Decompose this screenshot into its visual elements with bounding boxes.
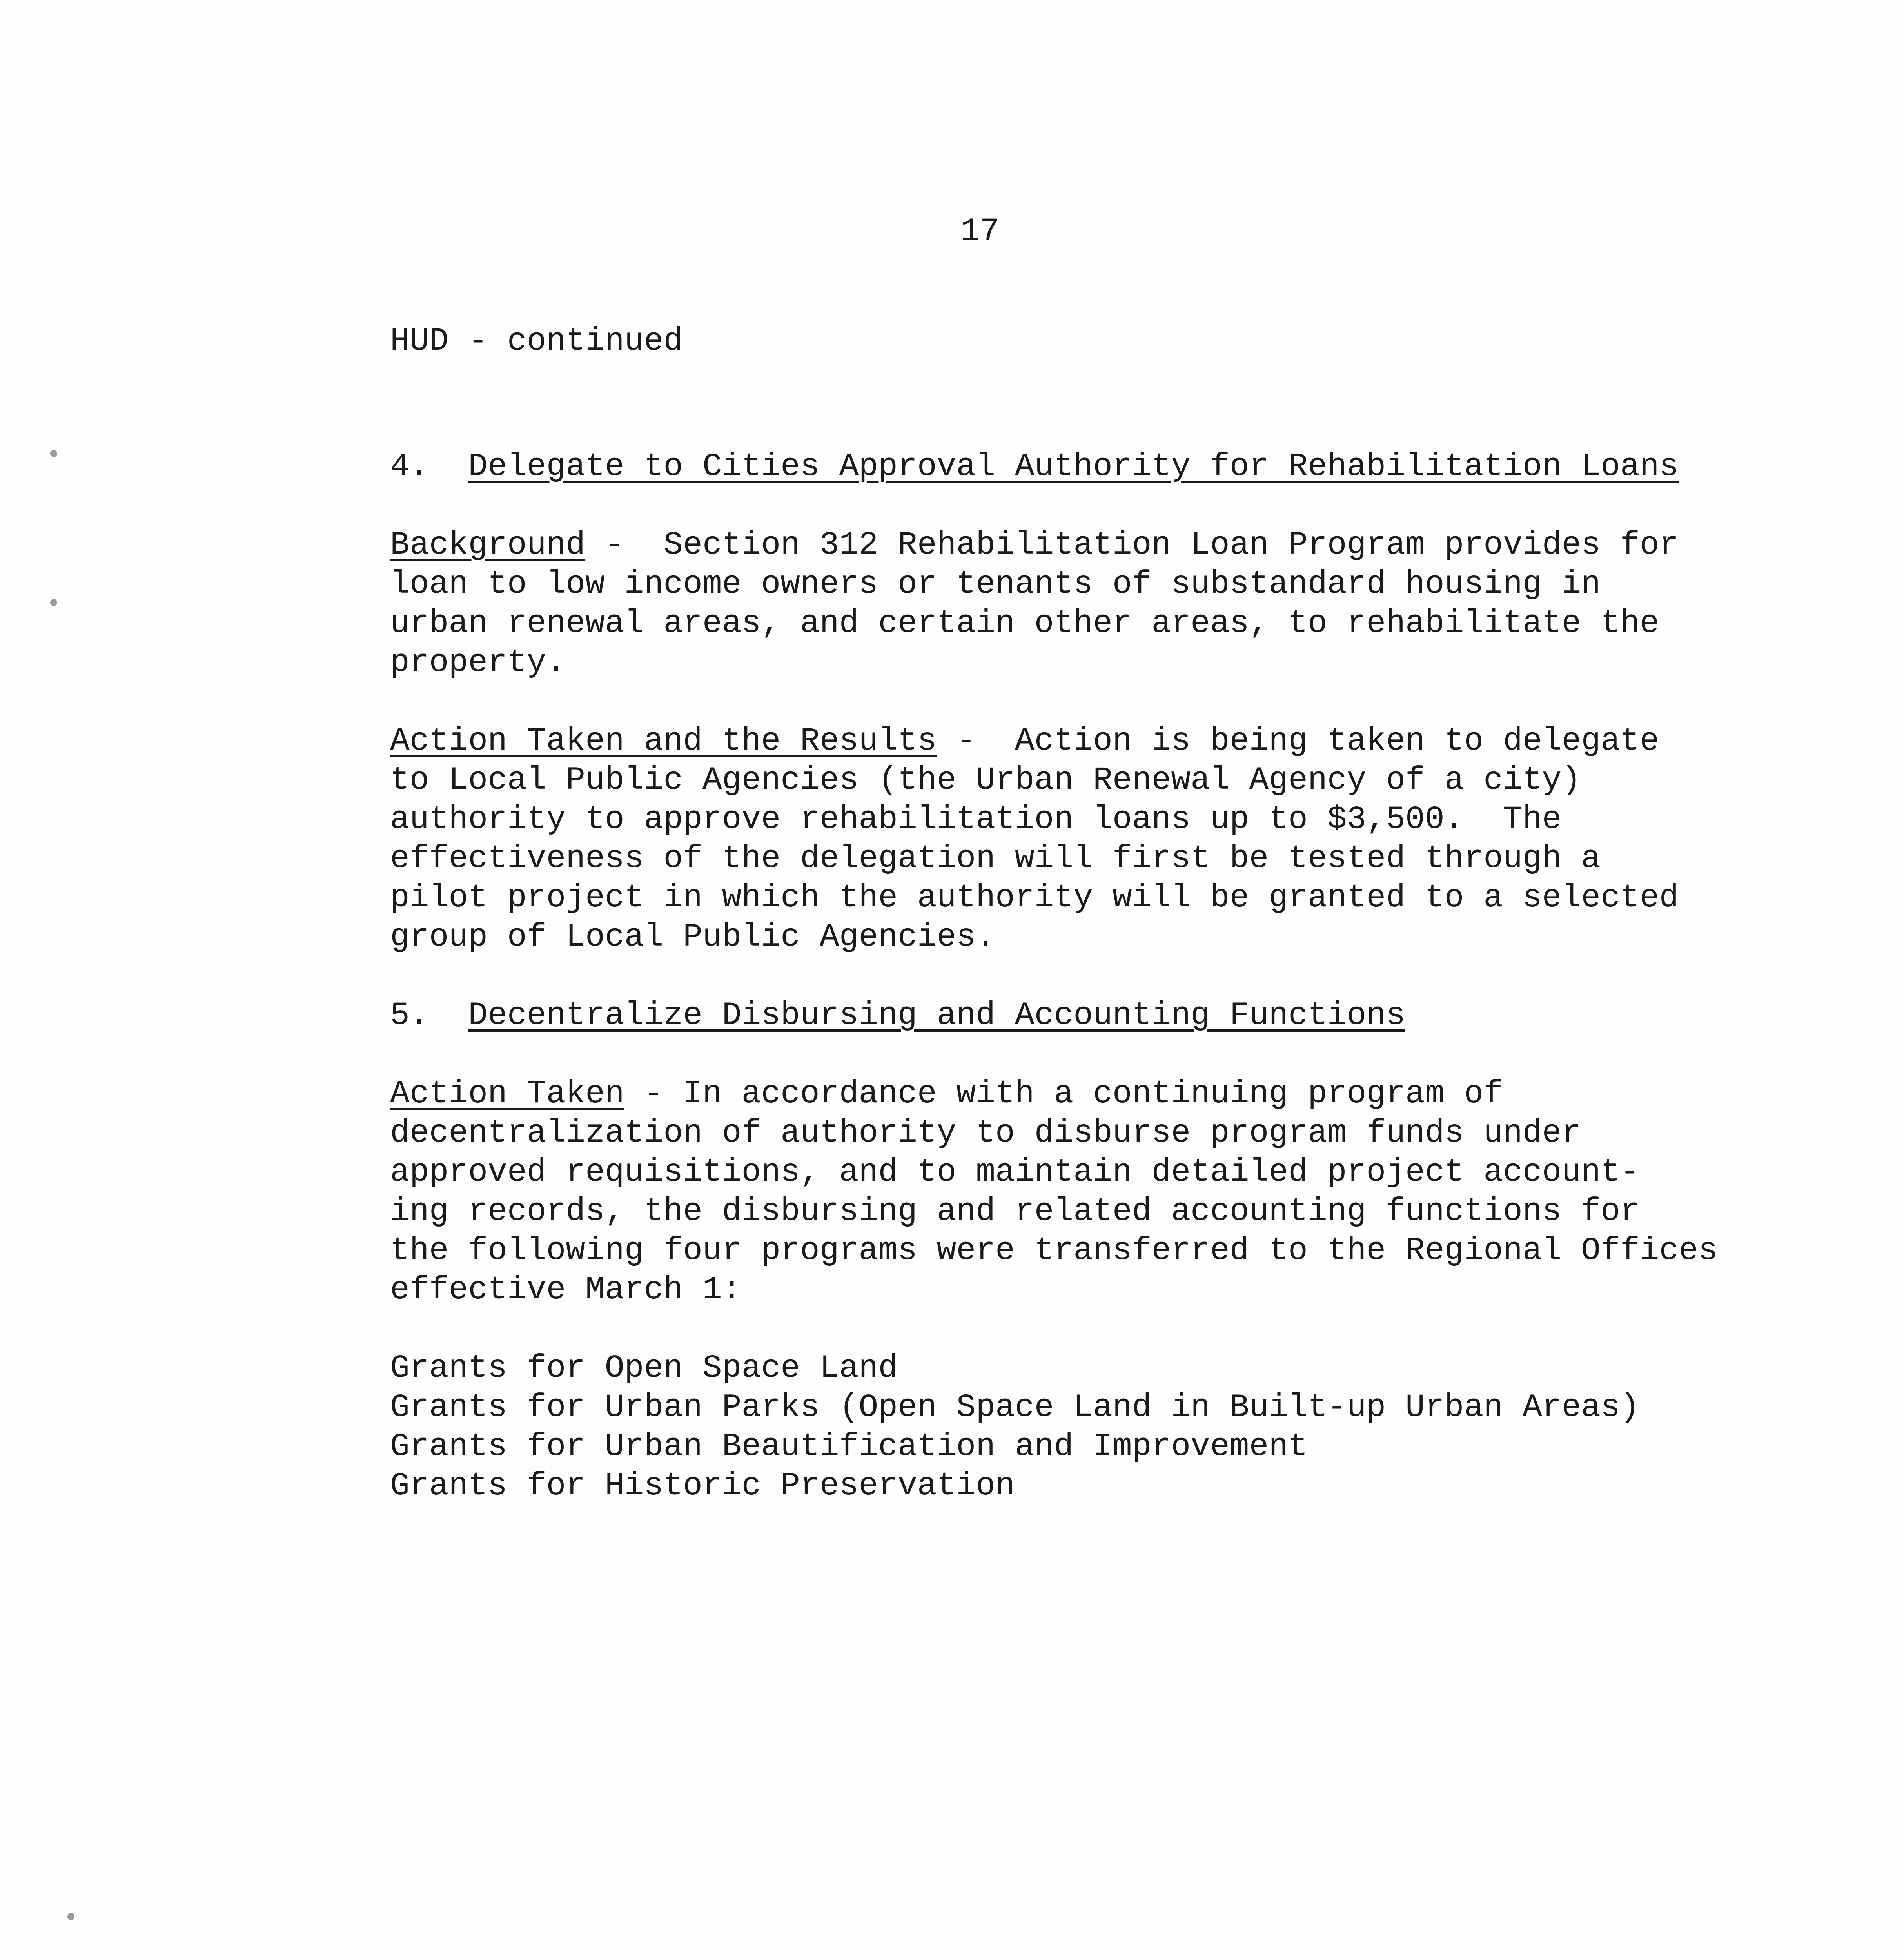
section-5-number: 5. xyxy=(390,997,429,1034)
program-list-item: Grants for Urban Beautification and Improvement xyxy=(390,1428,1308,1465)
section-4-action-line-2: to Local Public Agencies (the Urban Renewal Agency of a city) xyxy=(390,762,1581,799)
section-5-action-line-3: approved requisitions, and to maintain detailed project account- xyxy=(390,1154,1640,1191)
section-4-background-line-4: property. xyxy=(390,644,566,681)
scan-speck xyxy=(50,450,57,457)
section-4-action-line-4: effectiveness of the delegation will first be tested through a xyxy=(390,840,1601,877)
scan-speck xyxy=(50,599,57,606)
section-4-heading xyxy=(390,447,1679,486)
section-4-action-line-3: authority to approve rehabilitation loans up to $3,500. The xyxy=(390,801,1562,838)
section-4-action-line-1 xyxy=(390,721,1659,760)
section-5-action-line-4: ing records, the disbursing and related accounting functions for xyxy=(390,1193,1640,1230)
section-4-action-line-5: pilot project in which the authority will be granted to a selected xyxy=(390,879,1679,916)
section-4-action-line-6: group of Local Public Agencies. xyxy=(390,918,996,955)
action-taken-results-label: Action Taken and the Results xyxy=(390,722,937,759)
program-list-item: Grants for Open Space Land xyxy=(390,1350,898,1387)
background-label: Background xyxy=(390,526,586,563)
section-4-background-line-1 xyxy=(390,525,1679,564)
section-5-action-line-1 xyxy=(390,1074,1503,1113)
section-5-heading xyxy=(390,996,1405,1035)
section-4-title: Delegate to Cities Approval Authority for Rehabilitation Loans xyxy=(468,448,1679,485)
program-list-item: Grants for Urban Parks (Open Space Land in Built-up Urban Areas) xyxy=(390,1389,1640,1426)
program-list-item: Grants for Historic Preservation xyxy=(390,1467,1015,1504)
action-taken-label: Action Taken xyxy=(390,1075,624,1112)
action-text: - Action is being taken to delegate xyxy=(937,722,1659,759)
action-text: - In accordance with a continuing program of xyxy=(624,1075,1503,1112)
page-header: HUD - continued xyxy=(390,323,683,359)
section-5-action-line-5: the following four programs were transferred to the Regional Offices xyxy=(390,1232,1718,1269)
section-4-background-line-2: loan to low income owners or tenants of substandard housing in xyxy=(390,566,1601,603)
section-4-number: 4. xyxy=(390,448,429,485)
page-number: 17 xyxy=(960,213,1000,250)
section-4-background-line-3: urban renewal areas, and certain other areas, to rehabilitate the xyxy=(390,605,1659,642)
scan-speck xyxy=(67,1913,74,1920)
section-5-title: Decentralize Disbursing and Accounting Functions xyxy=(468,997,1406,1034)
section-5-action-line-2: decentralization of authority to disburse program funds under xyxy=(390,1114,1581,1151)
background-text: - Section 312 Rehabilitation Loan Program provides for xyxy=(585,526,1679,563)
section-5-action-line-6: effective March 1: xyxy=(390,1271,742,1308)
